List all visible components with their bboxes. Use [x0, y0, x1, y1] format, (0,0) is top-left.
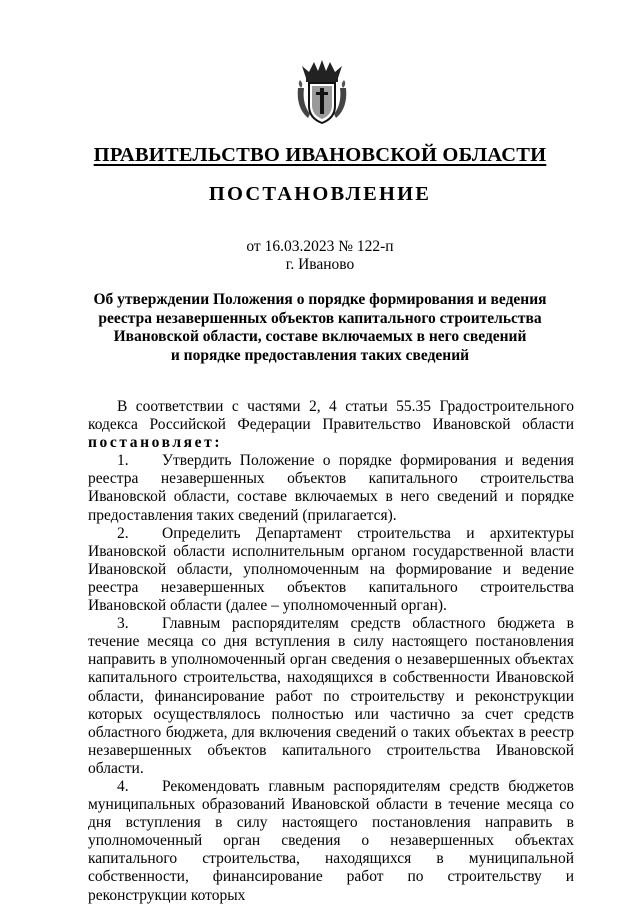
item-paragraph: [88, 778, 574, 905]
item-number: 2.: [117, 524, 129, 542]
item-text: Главным распорядителям средств областного бюджета в течение месяца со дня вступления в силу настоящего постановления направить в уполномоченный орган сведения о незавершенных объектах капитального строительства, находящихся в собственности Ивановской области, финансирование работ по строительству и реконструкции которых осуществлялось полностью или частично за счет средств областного бюджета, для включения сведений о таких объектах в реестр незавершенных объектов капитального строительства Ивановской области.: [88, 615, 574, 777]
date-number: от 16.03.2023 № 122-п: [246, 238, 394, 255]
item-text: Рекомендовать главным распорядителям средств бюджетов муниципальных образований Ивановской области в течение месяца со дня вступления в силу настоящего постановления направить в уполномоченный орган сведения о незавершенных объектах капитального строительства, находящихся в муниципальной собственности, финансирование работ по строительству и реконструкции которых: [88, 777, 574, 904]
subject-line: реестра незавершенных объектов капитального строительства: [98, 309, 542, 327]
government-title: ПРАВИТЕЛЬСТВО ИВАНОВСКОЙ ОБЛАСТИ: [93, 144, 547, 166]
document-meta: [0, 238, 640, 274]
preamble-text: В соответствии с частями 2, 4 статьи 55.35 Градостроительного кодекса Российской Федерации Правительство Ивановской области: [88, 398, 574, 434]
item-number: 3.: [117, 615, 129, 633]
item-paragraph: [88, 525, 574, 615]
decree-word: постановляет:: [88, 434, 223, 452]
coat-of-arms-icon: [296, 58, 348, 126]
subject-line: Ивановской области, составе включаемых в него сведений: [113, 328, 527, 345]
preamble-paragraph: [88, 398, 574, 452]
document-type: ПОСТАНОВЛЕНИЕ: [208, 183, 432, 205]
item-number: 1.: [117, 452, 129, 470]
item-paragraph: [88, 452, 574, 524]
item-text: Определить Департамент строительства и архитектуры Ивановской области исполнительным органом государственной власти Ивановской области, уполномоченным на формирование и ведение реестра незавершенных объектов капитального строительства Ивановской области (далее – уполномоченный орган).: [88, 524, 574, 615]
city: г. Иваново: [285, 256, 355, 273]
item-paragraph: [88, 615, 574, 778]
subject-line: и порядке предоставления таких сведений: [170, 346, 470, 364]
subject-line: Об утверждении Положения о порядке формирования и ведения: [93, 291, 547, 308]
item-number: 4.: [117, 777, 129, 795]
item-text: Утвердить Положение о порядке формирования и ведения реестра незавершенных объектов капитального строительства Ивановской области, составе включаемых в него сведений и порядке предоставления таких сведений (прилагается).: [88, 452, 574, 524]
document-body: [88, 398, 574, 905]
document-subject: [60, 291, 580, 365]
